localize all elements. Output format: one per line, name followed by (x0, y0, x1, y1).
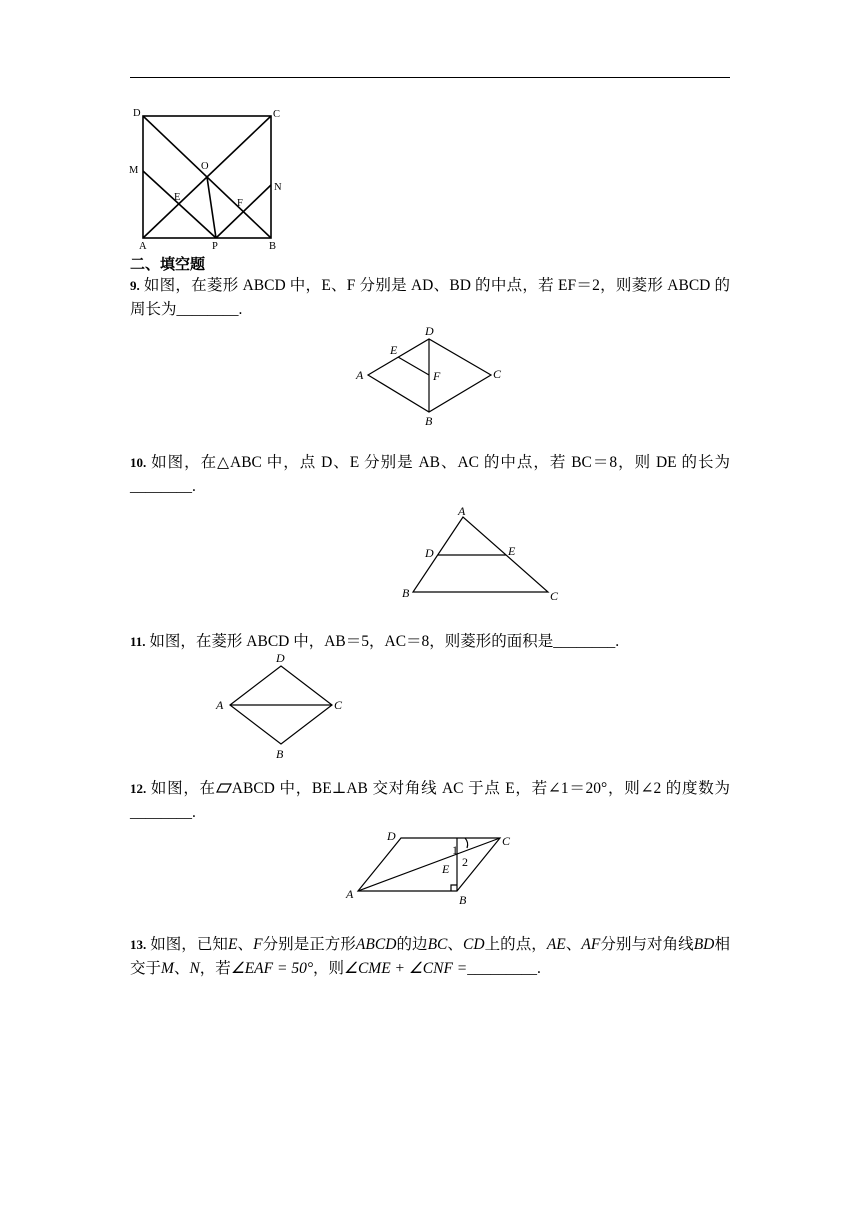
question-text: 如图，在菱形 ABCD 中，E、F 分别是 AD、BD 的中点，若 EF＝2，则菱形 ABCD 的周长为________. (130, 277, 730, 318)
text-part: 如图，已知 (150, 936, 228, 953)
label-D: D (276, 651, 285, 665)
text-part: 的边 (396, 936, 428, 953)
question-10 (130, 451, 730, 499)
label-B: B (459, 893, 467, 907)
label-angle-1: 1 (452, 843, 458, 857)
text-part: 、 (565, 936, 582, 953)
square-figure (125, 103, 295, 253)
label-A: A (458, 504, 466, 518)
text-part: 、 (173, 960, 190, 977)
text-part: 相交于 (130, 936, 730, 977)
math-part: M (161, 960, 174, 977)
math-part: E (227, 936, 238, 953)
label-A: A (346, 887, 354, 901)
math-part: AE (546, 936, 566, 953)
label-N: N (274, 182, 282, 193)
question-number: 12. (130, 781, 147, 796)
rhombus-figure-q11 (212, 650, 352, 760)
label-B: B (425, 414, 433, 428)
label-P: P (212, 241, 218, 252)
label-F: F (433, 369, 441, 383)
question-number: 9. (130, 278, 140, 293)
question-number: 11. (130, 634, 146, 649)
label-D: D (133, 108, 141, 119)
label-E: E (174, 192, 181, 203)
label-E: E (508, 544, 516, 558)
parallelogram-figure-q12 (340, 826, 525, 911)
label-O: O (201, 161, 209, 172)
label-C: C (493, 367, 502, 381)
label-E: E (390, 343, 398, 357)
label-E: E (442, 862, 450, 876)
label-A: A (216, 698, 224, 712)
label-C: C (334, 698, 343, 712)
label-C: C (502, 834, 511, 848)
label-A: A (356, 368, 364, 382)
label-B: B (269, 241, 277, 252)
math-part: AF (581, 936, 601, 953)
label-F: F (237, 198, 243, 209)
rhombus-figure-q9 (352, 322, 512, 432)
math-part: F (253, 936, 263, 953)
question-number: 10. (130, 455, 147, 470)
label-M: M (129, 165, 139, 176)
answer-blank: _________. (467, 960, 541, 977)
label-D: D (425, 546, 434, 560)
label-D: D (387, 829, 396, 843)
label-angle-2: 2 (462, 855, 468, 869)
text-part: 上的点， (484, 936, 547, 953)
text-part: 分别与对角线 (600, 936, 694, 953)
label-C: C (550, 589, 559, 603)
math-part: ABCD (355, 936, 397, 953)
label-C: C (273, 109, 281, 120)
question-13 (130, 933, 730, 981)
question-12 (130, 777, 730, 825)
text-part: 分别是正方形 (262, 936, 356, 953)
label-D: D (425, 324, 434, 338)
header-rule (130, 77, 730, 78)
math-part: ∠CME + ∠CNF = (344, 960, 468, 977)
math-part: BC (427, 936, 448, 953)
label-A: A (139, 241, 147, 252)
question-text: 如图，在△ABC 中，点 D、E 分别是 AB、AC 的中点，若 BC＝8，则 DE 的长为________. (130, 454, 731, 495)
question-text-after: ABCD 中，BE⊥AB 交对角线 AC 于点 E，若∠1＝20°，则∠2 的度数为________. (130, 780, 730, 821)
section-heading: 二、填空题 (130, 255, 206, 273)
label-B: B (276, 747, 284, 761)
text-part: ，若 (199, 960, 231, 977)
text-part: ，则 (313, 960, 345, 977)
question-text: 如图，在菱形 ABCD 中，AB＝5，AC＝8，则菱形的面积是________. (149, 633, 620, 650)
text-part: 、 (447, 936, 463, 953)
question-number: 13. (130, 937, 147, 952)
math-part: ∠EAF = 50° (230, 960, 314, 977)
text-part: 、 (237, 936, 254, 953)
label-B: B (402, 586, 410, 600)
triangle-figure-q10 (398, 503, 568, 603)
math-part: CD (463, 936, 485, 953)
parallelogram-icon (216, 783, 232, 793)
question-text-before: 如图，在 (150, 780, 216, 797)
math-part: N (189, 960, 200, 977)
math-part: BD (693, 936, 715, 953)
question-9 (130, 274, 730, 322)
